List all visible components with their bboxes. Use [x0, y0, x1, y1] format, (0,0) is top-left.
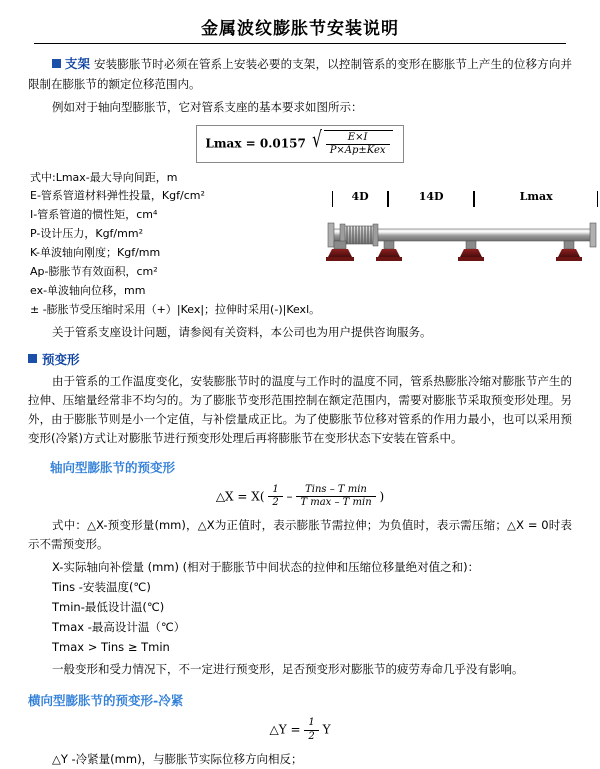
- title-divider: [34, 43, 566, 44]
- radical-icon: √: [311, 127, 322, 153]
- legend-item: ± -膨胀节受压缩时采用（+）|Kex|；拉伸时采用(-)|Kexl。: [30, 302, 321, 316]
- predeform-heading-label: 预变形: [42, 351, 80, 367]
- formula-legend-list: [28, 169, 320, 320]
- axial-note: 式中：△X-预变形量(mm)，△X为正值时，表示膨胀节需拉伸；为负值时，表示需压缩；△X = 0时表示不需预变形。: [28, 517, 572, 551]
- predeform-paragraph: 由于管系的工作温度变化，安装膨胀节时的温度与工作时的温度不同，管系热膨胀冷缩对膨胀节产生的拉伸、压缩量经常非不均匀的。为了膨胀节变形范围控制在额定范围内，需要对膨胀节采取预变形处理。另外，由于膨胀节则是小一个定值，与补偿量成正比。为了使膨胀节位移对管系的作用力最小，也可以采用预变形(冷紧)方式让对膨胀节进行预变形处理后再将膨胀节在变形状态下安装在管系中。: [28, 373, 572, 445]
- lmax-formula-wrapper: [28, 125, 572, 163]
- blue-square-bullet-icon: [52, 59, 61, 68]
- support-section-heading: 支架: [64, 56, 91, 71]
- lateral-formula-num: 1: [304, 717, 318, 731]
- lateral-formula-rhs: Y: [322, 722, 331, 737]
- dimension-14d: 14D: [388, 191, 474, 207]
- lateral-formula-den: 2: [308, 730, 315, 742]
- lmax-formula-fraction: [326, 132, 390, 158]
- page-title: 金属波纹膨胀节安装说明: [201, 19, 399, 39]
- lateral-predeform-formula: [28, 717, 572, 743]
- predeform-section-heading: [28, 350, 572, 368]
- axial-predeform-formula: [28, 484, 572, 510]
- dimension-lmax: Lmax: [474, 191, 598, 207]
- diagram-dimension-row: [326, 191, 598, 207]
- support-example-text: 例如对于轴向型膨胀节，它对管系支座的基本要求如图所示：: [52, 99, 363, 114]
- axial-predeform-heading: 轴向型膨胀节的预变形: [50, 459, 176, 475]
- axial-formula-minus: –: [286, 489, 293, 504]
- blue-square-bullet-icon: [28, 354, 37, 363]
- axial-note: X-实际轴向补偿量 (mm) (相对于膨胀节中间状态的拉伸和压缩位移量绝对值之和)：: [52, 559, 480, 574]
- axial-note: Tmin-最低设计温(℃): [52, 599, 165, 614]
- axial-formula-temp-fraction: [296, 484, 375, 510]
- lmax-formula-denominator: P×Ap±Kex: [329, 145, 386, 157]
- axial-note: Tmax -最高设计温（℃）: [52, 619, 186, 634]
- legend-item: Ap-膨胀节有效面积，cm²: [30, 265, 158, 279]
- lmax-formula-sqrt: [310, 127, 393, 158]
- axial-formula-half-den: 2: [272, 497, 279, 509]
- axial-formula-temp-num: Tins – T min: [296, 484, 375, 498]
- lmax-formula-box: [196, 125, 403, 163]
- lateral-predeform-heading: 横向型膨胀节的预变形-冷紧: [28, 693, 184, 709]
- axial-formula-half-num: 1: [268, 484, 282, 498]
- legend-item: P-设计压力，Kgf/mm²: [30, 227, 143, 241]
- guide-support-1: [376, 241, 402, 261]
- axial-note: Tins -安装温度(℃): [52, 579, 151, 594]
- axial-formula-temp-den: T max – T min: [300, 497, 372, 509]
- document-page: [0, 14, 600, 767]
- lateral-formula-fraction: [304, 717, 318, 743]
- guide-support-2: [458, 241, 484, 261]
- lmax-formula-lhs: Lmax = 0.0157: [205, 136, 306, 151]
- axial-formula-lhs: △X = X(: [215, 489, 265, 504]
- axial-formula-rhs: ): [379, 489, 385, 504]
- legend-item: 式中:Lmax-最大导向间距，m: [30, 170, 178, 184]
- lateral-note: △Y -冷紧量(mm)，与膨胀节实际位移方向相反；: [52, 752, 303, 767]
- axial-note: 一般变形和受力情况下，不一定进行预变形，足否预变形对膨胀节的疲劳寿命几乎没有影响。: [52, 662, 524, 677]
- legend-item: E-管系管道材料弹性投量，Kgf/cm²: [30, 189, 205, 203]
- lmax-formula-numerator: E×I: [326, 132, 390, 146]
- legend-item: K-单波轴向刚度；Kgf/mm: [30, 246, 161, 260]
- support-intro-paragraph: [28, 54, 572, 94]
- legend-item: I-管系管道的惯性矩，cm⁴: [30, 208, 158, 222]
- pipe-diagram-svg: [326, 209, 598, 279]
- support-intro-text: 安装膨胀节时必须在管系上安装必要的支架，以控制管系的变形在膨胀节上产生的位移方向并限制在膨胀节的额定位移范围内。: [28, 57, 572, 91]
- lateral-formula-lhs: △Y =: [269, 722, 301, 737]
- dimension-4d: 4D: [332, 191, 388, 207]
- legend-item: ex-单波轴向位移，mm: [30, 284, 146, 297]
- legend-and-diagram: [28, 169, 572, 320]
- guide-support-3: [556, 241, 582, 261]
- axial-formula-half: [268, 484, 282, 510]
- axial-note: Tmax > Tins ≥ Tmin: [52, 640, 170, 655]
- support-closing-text: 关于管系支座设计问题，请参阅有关资料，本公司也为用户提供咨询服务。: [52, 324, 432, 339]
- pipe-support-diagram: [326, 169, 598, 279]
